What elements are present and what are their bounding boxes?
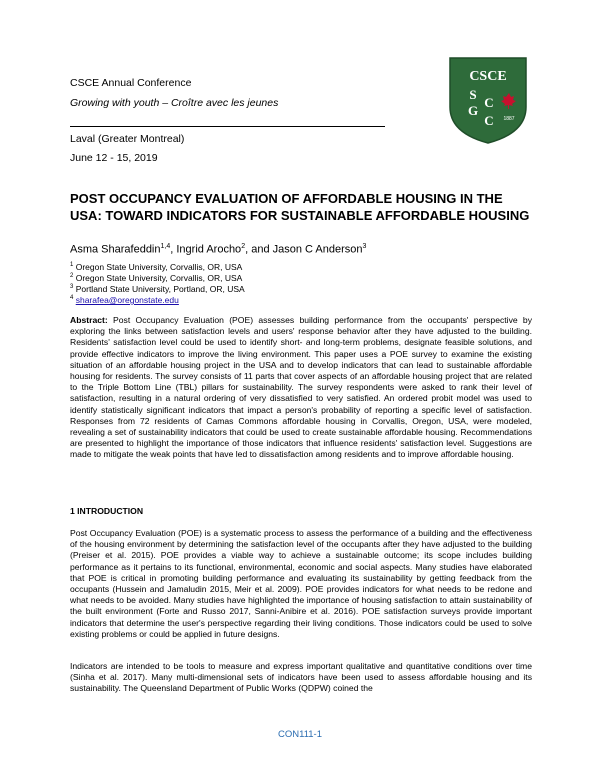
csce-logo — [447, 55, 529, 145]
logo-year: 1887 — [503, 116, 515, 122]
affiliation-num: 1 — [70, 262, 74, 268]
author-name: Jason C Anderson — [272, 243, 363, 256]
logo-text-csce: CSCE — [469, 69, 507, 84]
affiliation-num: 4 — [70, 295, 74, 301]
conference-theme: Growing with youth – Croître avec les jeunes — [70, 97, 279, 109]
section-heading: 1 INTRODUCTION — [70, 506, 144, 516]
abstract-text: Post Occupancy Evaluation (POE) assesses building performance from the occupants' perspective by exploring the links between satisfaction levels and users' response behavior after they have adjusted to the building. Residents' satisfaction level could be used to identify short- and long-term problems, designate feasible solutions, and provide effective indicators to improve the living environment. This paper uses a POE survey to examine the existing situation of an affordable housing project in the USA and to develop indicators that can lead to sustainable affordable housing for residents. The survey consists of 11 parts that cover aspects of an affordable housing project that are related to the Triple Bottom Line (TBL) pillars for sustainability. The survey respondents were asked to rank their level of satisfaction, resulting in a natural ordering of very dissatisfied to very satisfied. An ordered probit model was used to identify statistically significant indicators that impact a person's probability of reporting a specific level of satisfaction. Responses from 72 residents of Camas Commons affordable housing in Corvallis, Oregon, USA, were modeled, revealing a set of sustainability indicators that could be used to create sustainable affordable housing. Recommendations are presented to highlight the importance of those indicators that influence residents' satisfaction level. Suggestions are made to mitigate the weak points that have led to dissatisfaction among residents and to improve affordable housing. — [70, 315, 533, 460]
svg-text:S: S — [469, 87, 477, 102]
author-sup: 1,4 — [160, 243, 171, 250]
author-sep: , and — [245, 243, 273, 256]
author-list — [70, 243, 366, 256]
paper-title — [70, 190, 550, 224]
page-footer: CON111-1 — [278, 729, 322, 740]
svg-text:G: G — [467, 103, 479, 118]
conference-dates: June 12 - 15, 2019 — [70, 152, 158, 164]
email-link[interactable]: sharafea@oregonstate.edu — [75, 294, 179, 305]
author-name: Ingrid Arocho — [176, 243, 242, 256]
conference-location: Laval (Greater Montreal) — [70, 133, 185, 145]
affiliation-num: 3 — [70, 284, 74, 290]
intro-paragraph-2: Indicators are intended to be tools to measure and express important qualitative and quantitative conditions over time (Sinha et al. 2017). Many multi-dimensional sets of indicators have been used to assess affordable housing and its sustainability. The Queensland Department of Public Works (QDPW) coined the — [70, 661, 532, 694]
author-sup: 3 — [362, 243, 367, 250]
abstract-label: Abstract: — [70, 315, 108, 325]
conference-name: CSCE Annual Conference — [70, 77, 192, 89]
author-name: Asma Sharafeddin — [70, 243, 161, 256]
affiliation — [70, 293, 179, 306]
intro-paragraph-1: Post Occupancy Evaluation (POE) is a systematic process to assess the performance of a building and the effectiveness of the housing environment by determining the satisfaction level of the occupants after they have adjusted to the building (Preiser et al. 2015). POE provides a viable way to achieve a sustainable outcome; its scope includes building performance as it pertains to its functional, environmental, economic and social aspects. Many studies have elaborated that POE is critical in promoting building performance and evaluating its sustainability by getting feedback from the occupants (Hussein and Jamaludin 2015, Meir et al. 2009). POE provides indicators for what needs to be redone and what needs to be avoided. Many studies have highlighted the importance of housing satisfaction to attain sustainability of the built environment (Forte and Russo 2017, Sanni-Anibire et al. 2016). POE satisfaction surveys provide important indicators that determine the user's perspective regarding their living conditions. Those indicators could be used to solve existing problems or could be applied in future designs. — [70, 528, 532, 639]
title-line-1: POST OCCUPANCY EVALUATION OF AFFORDABLE HOUSING IN THE — [70, 191, 503, 206]
affiliation-num: 2 — [70, 273, 74, 279]
title-line-2: USA: TOWARD INDICATORS FOR SUSTAINABLE AFFORDABLE HOUSING — [70, 208, 530, 223]
svg-text:C: C — [484, 113, 494, 128]
author-sup: 2 — [241, 243, 246, 250]
header-rule — [70, 126, 385, 127]
affiliation-text: Portland State University, Portland, OR, USA — [75, 283, 245, 294]
affiliation-text: Oregon State University, Corvallis, OR, USA — [75, 272, 243, 283]
abstract — [70, 315, 532, 461]
author-sep: , — [170, 243, 177, 256]
affiliation-text: Oregon State University, Corvallis, OR, USA — [75, 261, 243, 272]
svg-text:C: C — [484, 95, 494, 110]
